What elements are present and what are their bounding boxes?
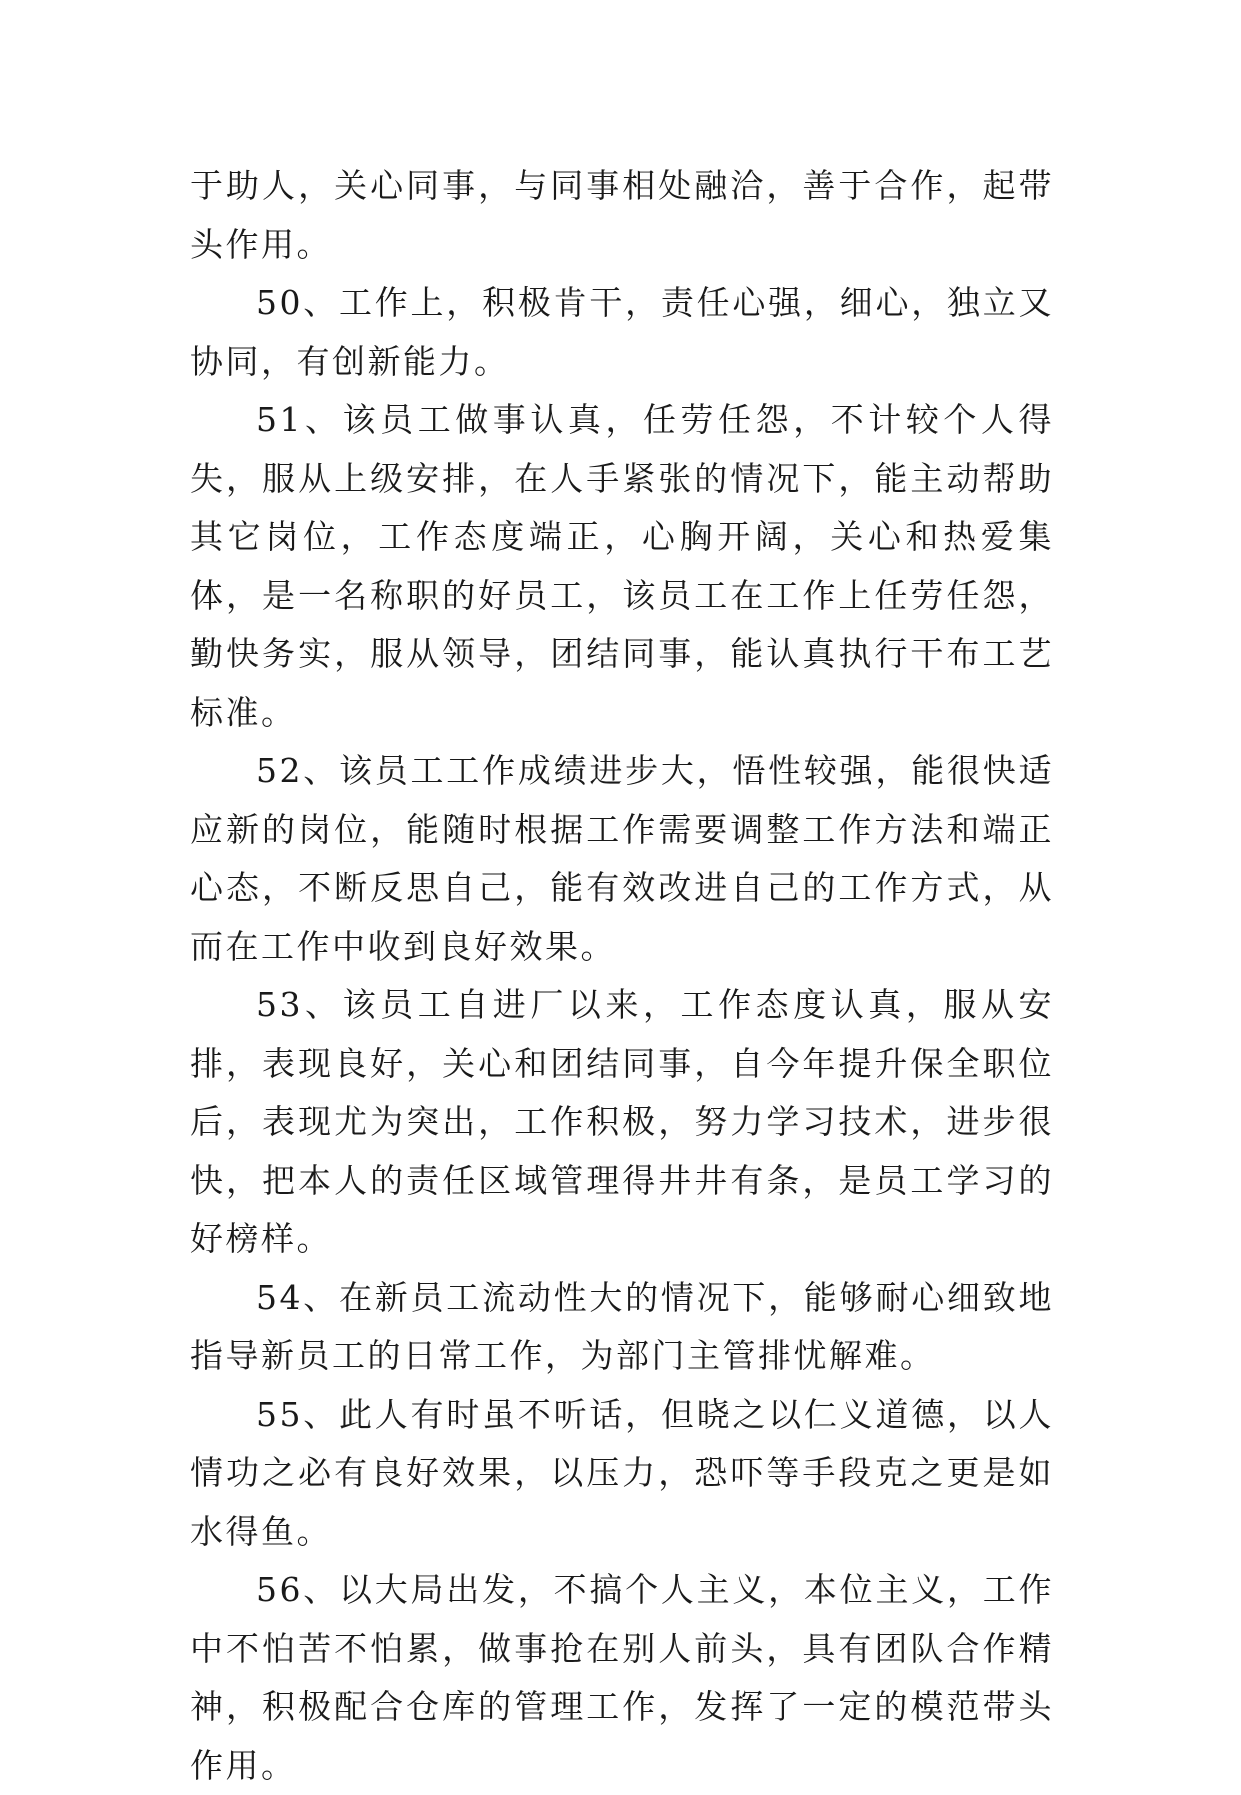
document-body — [190, 157, 1054, 1795]
paragraph-continuation: 于助人，关心同事，与同事相处融洽，善于合作，起带头作用。 — [190, 166, 1054, 264]
paragraph-item-52: 52、该员工工作成绩进步大，悟性较强，能很快适应新的岗位，能随时根据工作需要调整工作方法和端正心态，不断反思自己，能有效改进自己的工作方式，从而在工作中收到良好效果。 — [190, 751, 1054, 966]
paragraph-item-56: 56、以大局出发，不搞个人主义，本位主义，工作中不怕苦不怕累，做事抢在别人前头，具有团队合作精神，积极配合仓库的管理工作，发挥了一定的模范带头作用。 — [190, 1570, 1054, 1785]
paragraph-item-51: 51、该员工做事认真，任劳任怨，不计较个人得失，服从上级安排，在人手紧张的情况下，能主动帮助其它岗位，工作态度端正，心胸开阔，关心和热爱集体，是一名称职的好员工，该员工在工作上任劳任怨，勤快务实，服从领导，团结同事，能认真执行干布工艺标准。 — [190, 400, 1054, 732]
paragraph-item-54: 54、在新员工流动性大的情况下，能够耐心细致地指导新员工的日常工作，为部门主管排忧解难。 — [190, 1277, 1054, 1375]
paragraph-item-50: 50、工作上，积极肯干，责任心强，细心，独立又协同，有创新能力。 — [190, 283, 1054, 381]
paragraph-item-53: 53、该员工自进厂以来，工作态度认真，服从安排，表现良好，关心和团结同事，自今年提升保全职位后，表现尤为突出，工作积极，努力学习技术，进步很快，把本人的责任区域管理得井井有条，是员工学习的好榜样。 — [190, 985, 1054, 1258]
paragraph-item-55: 55、此人有时虽不听话，但晓之以仁义道德，以人情功之必有良好效果，以压力，恐吓等手段克之更是如水得鱼。 — [190, 1394, 1054, 1551]
